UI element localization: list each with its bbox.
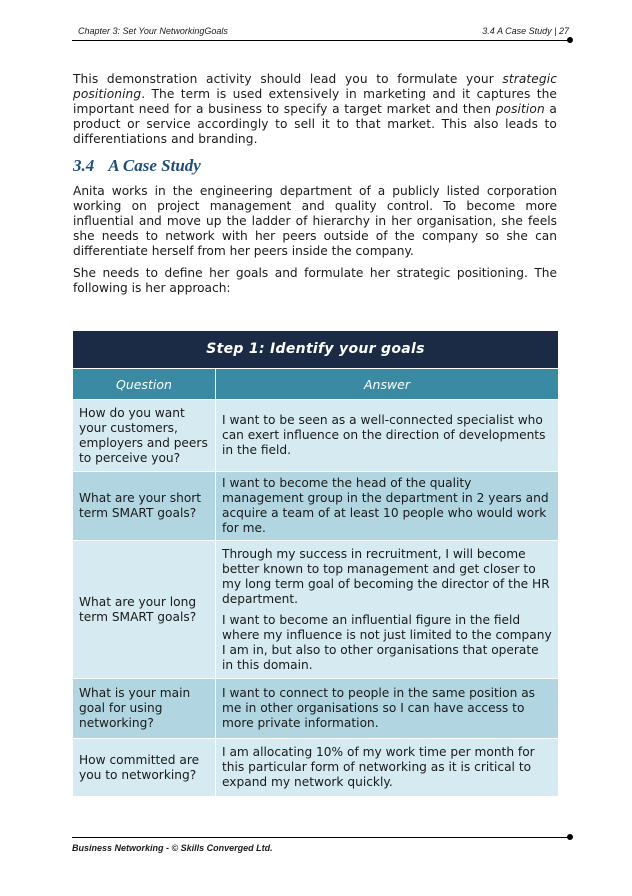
section-title: A Case Study <box>108 156 201 175</box>
table-row <box>73 679 559 739</box>
intro-text: This demonstration activity should lead you to formulate your <box>73 72 503 86</box>
answer-text: Through my success in recruitment, I will become better known to top management and get closer to my long term goal of becoming the director of the HR department. <box>222 546 550 606</box>
footer-rule-dot <box>567 834 573 840</box>
answer-text: I want to become the head of the quality management group in the department in 2 years and acquire a team of at least 10 people who would work for me. <box>222 476 549 535</box>
answer-text: I want to be seen as a well-connected specialist who can exert influence on the direction of developments in the field. <box>222 413 546 457</box>
column-header-answer: Answer <box>216 369 559 400</box>
table-row <box>73 739 559 797</box>
question-cell: What is your main goal for using networking? <box>73 679 216 739</box>
answer-text: I am allocating 10% of my work time per month for this particular form of networking as it is critical to expand my network quickly. <box>222 745 535 789</box>
answer-cell <box>216 739 559 797</box>
section-heading <box>73 156 557 176</box>
answer-text: I want to become an influential figure in the field where my influence is not just limited to the company I am in, but also to other organisations that operate in this domain. <box>222 612 552 672</box>
answer-text: I want to connect to people in the same position as me in other organisations so I can have access to more private information. <box>222 686 536 730</box>
goals-table <box>72 330 559 797</box>
question-cell: How committed are you to networking? <box>73 739 216 797</box>
intro-paragraph <box>73 72 557 147</box>
answer-cell <box>216 472 559 541</box>
page-content <box>73 72 557 303</box>
table-row <box>73 541 559 679</box>
answer-cell <box>216 541 559 679</box>
table-row <box>73 472 559 541</box>
question-cell: What are your long term SMART goals? <box>73 541 216 679</box>
term-strategic-positioning: strategic positioning <box>73 72 557 101</box>
case-paragraph: Anita works in the engineering department of a publicly listed corporation working on project management and quality control. To become more influential and move up the ladder of hierarchy in her organisation, she feels she needs to network with her peers outside of the company so she can differentiate herself from her peers inside the company. <box>73 184 557 258</box>
section-number: 3.4 <box>73 156 95 175</box>
chapter-title: Chapter 3: Set Your NetworkingGoals <box>78 26 228 36</box>
table-row <box>73 400 559 472</box>
footer-rule <box>72 837 569 838</box>
section-page-number: 3.4 A Case Study | 27 <box>482 26 569 36</box>
header-rule-dot <box>567 37 573 43</box>
term-position: position <box>495 102 545 116</box>
header-rule <box>72 40 569 41</box>
table-title: Step 1: Identify your goals <box>73 331 559 369</box>
footer-text: Business Networking - © Skills Converged Ltd. <box>72 843 273 853</box>
question-cell: What are your short term SMART goals? <box>73 472 216 541</box>
running-header <box>72 26 569 40</box>
answer-cell <box>216 400 559 472</box>
column-header-question: Question <box>73 369 216 400</box>
approach-paragraph: She needs to define her goals and formulate her strategic positioning. The following is her approach: <box>73 266 557 295</box>
answer-cell <box>216 679 559 739</box>
question-cell: How do you want your customers, employers and peers to perceive you? <box>73 400 216 472</box>
intro-text: a product or service accordingly to sell it to that market. This also leads to differentiations and branding. <box>73 102 557 146</box>
intro-text: . The term is used extensively in marketing and it captures the important need for a business to specify a target market and then <box>73 87 557 116</box>
